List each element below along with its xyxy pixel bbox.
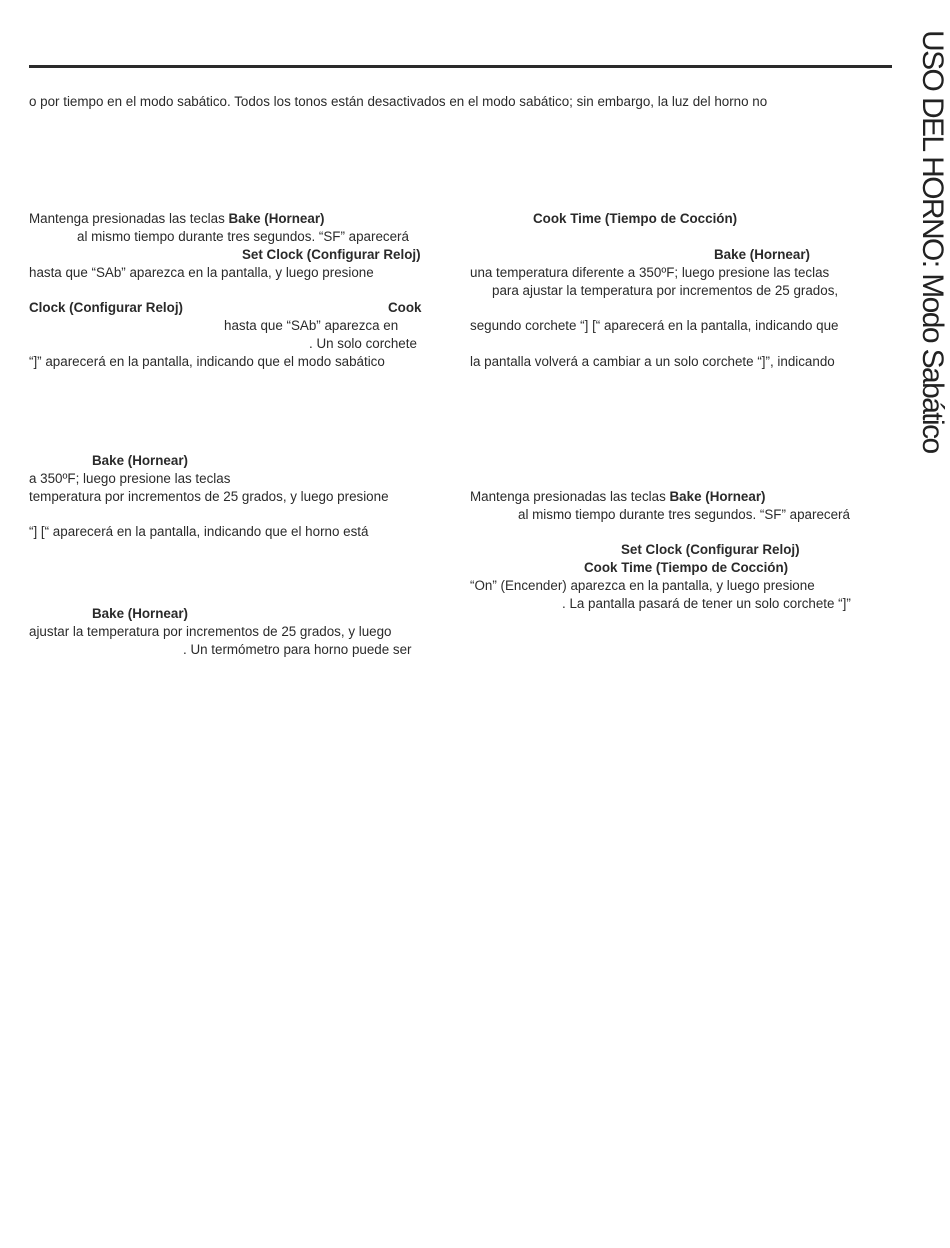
right1-line6: la pantalla volverá a cambiar a un solo corchete “]”, indicando <box>470 354 835 369</box>
left1-line5a: Clock (Configurar Reloj) <box>29 300 183 315</box>
right1-line5: segundo corchete “] [“ aparecerá en la pantalla, indicando que <box>470 318 839 333</box>
right2-line6: . La pantalla pasará de tener un solo corchete “]” <box>562 596 851 611</box>
right2-line5: “On” (Encender) aparezca en la pantalla, y luego presione <box>470 578 815 593</box>
left1-line7: . Un solo corchete <box>309 336 417 351</box>
left1-line5b: Cook <box>388 300 422 315</box>
right2-line4: Cook Time (Tiempo de Cocción) <box>584 560 789 575</box>
right1-line1: Cook Time (Tiempo de Cocción) <box>533 211 738 226</box>
right2-line1: Mantenga presionadas las teclas Bake (Hornear) <box>470 489 766 504</box>
section-title: USO DEL HORNO: Modo Sabático <box>916 30 949 453</box>
left1-line8: “]” aparecerá en la pantalla, indicando que el modo sabático <box>29 354 385 369</box>
left2-line4: “] [“ aparecerá en la pantalla, indicando que el horno está <box>29 524 369 539</box>
left3-line2: ajustar la temperatura por incrementos de 25 grados, y luego <box>29 624 392 639</box>
set-clock-key-label: Set Clock (Configurar Reloj) <box>242 247 421 262</box>
bake-key-label: Bake (Hornear) <box>228 211 325 226</box>
left2-line3: temperatura por incrementos de 25 grados, y luego presione <box>29 489 389 504</box>
intro-line: o por tiempo en el modo sabático. Todos los tonos están desactivados en el modo sabático; sin embargo, la luz del horno no <box>29 94 768 109</box>
left1-line3 <box>242 246 421 264</box>
left1-line1: Mantenga presionadas las teclas Bake (Hornear) <box>29 211 325 226</box>
left3-line3: . Un termómetro para horno puede ser <box>183 642 412 657</box>
right1-line2: Bake (Hornear) <box>714 247 810 262</box>
right1-line4: para ajustar la temperatura por incrementos de 25 grados, <box>492 283 839 298</box>
header-rule <box>29 65 892 68</box>
right1-line3: una temperatura diferente a 350ºF; luego presione las teclas <box>470 265 830 280</box>
left2-line2: a 350ºF; luego presione las teclas <box>29 471 231 486</box>
left3-line1: Bake (Hornear) <box>92 606 188 621</box>
left1-line4: hasta que “SAb” aparezca en la pantalla, y luego presione <box>29 265 374 280</box>
left1-line2: al mismo tiempo durante tres segundos. “SF” aparecerá <box>77 229 409 244</box>
right2-line3: Set Clock (Configurar Reloj) <box>621 542 800 557</box>
left1-line6: hasta que “SAb” aparezca en <box>224 318 399 333</box>
right2-line2: al mismo tiempo durante tres segundos. “SF” aparecerá <box>518 507 850 522</box>
left2-line1: Bake (Hornear) <box>92 453 188 468</box>
